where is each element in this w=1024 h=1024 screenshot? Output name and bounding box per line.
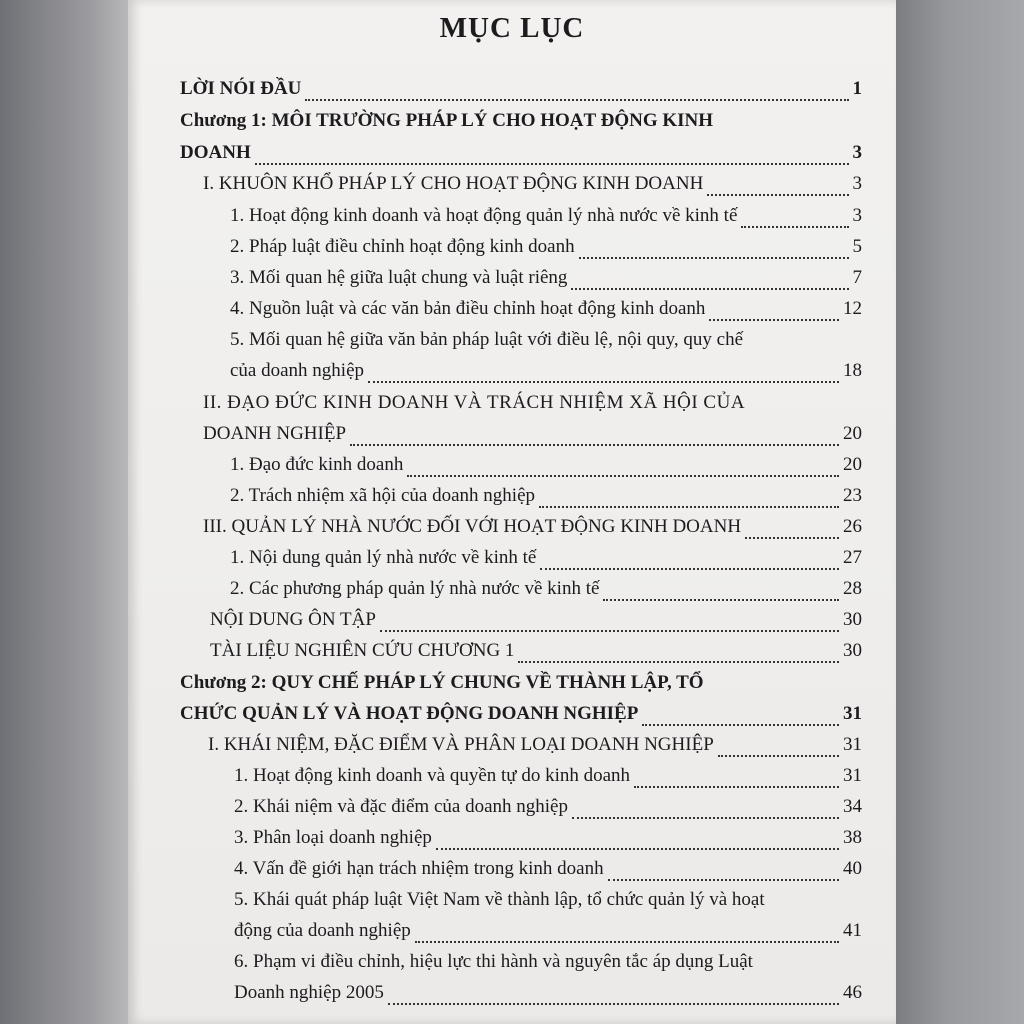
toc-entry-title: 3. Phân loại doanh nghiệp — [234, 827, 432, 848]
toc-entry — [230, 360, 862, 390]
leader-dots — [415, 941, 839, 943]
toc-entry-title: NỘI DUNG ÔN TẬP — [210, 609, 376, 630]
toc-entry-title: 2. Pháp luật điều chỉnh hoạt động kinh doanh — [230, 236, 575, 257]
toc-entry-line1: Chương 1: MÔI TRƯỜNG PHÁP LÝ CHO HOẠT ĐỘNG KINH — [180, 110, 714, 131]
toc-entry-title: 2. Trách nhiệm xã hội của doanh nghiệp — [230, 485, 536, 506]
toc-entry-title: 1. Nội dung quản lý nhà nước về kinh tế — [230, 547, 537, 568]
toc-entry-title: 2. Các phương pháp quản lý nhà nước về kinh tế — [230, 578, 600, 599]
toc-entry-title: của doanh nghiệp — [230, 360, 365, 381]
toc-entry-page: 20 — [843, 423, 862, 444]
toc-entry — [230, 547, 862, 577]
toc-entry — [180, 78, 862, 108]
toc-entry-page: 23 — [843, 485, 862, 506]
toc-entry-page: 3 — [852, 173, 862, 194]
toc-entry-page: 31 — [843, 765, 862, 786]
toc-entry-page: 18 — [843, 360, 862, 381]
leader-dots — [745, 537, 839, 539]
toc-entry — [210, 640, 862, 670]
toc-entry-line1: II. ĐẠO ĐỨC KINH DOANH VÀ TRÁCH NHIỆM XÃ HỘI CỦA — [203, 392, 746, 413]
toc-entry-title: III. QUẢN LÝ NHÀ NƯỚC ĐỐI VỚI HOẠT ĐỘNG KINH DOANH — [203, 516, 742, 537]
leader-dots — [718, 755, 839, 757]
leader-dots — [350, 444, 839, 446]
leader-dots — [368, 381, 839, 383]
leader-dots — [642, 724, 839, 726]
toc-entry — [234, 796, 862, 826]
toc-entry — [208, 734, 862, 764]
toc-entry — [203, 173, 862, 203]
toc-entry — [203, 516, 862, 546]
toc-entry — [234, 982, 862, 1012]
leader-dots — [572, 817, 839, 819]
toc-entry-title: 1. Hoạt động kinh doanh và quyền tự do kinh doanh — [234, 765, 631, 786]
toc-entry-page: 30 — [843, 609, 862, 630]
toc-entry-page: 40 — [843, 858, 862, 879]
toc-entry — [230, 236, 862, 266]
leader-dots — [380, 630, 839, 632]
toc-entry-title: 1. Đạo đức kinh doanh — [230, 454, 404, 475]
toc-entry-page: 30 — [843, 640, 862, 661]
leader-dots — [634, 786, 839, 788]
leader-dots — [603, 599, 839, 601]
toc-entry-page: 34 — [843, 796, 862, 817]
toc-entry-page: 3 — [852, 142, 862, 163]
leader-dots — [571, 288, 848, 290]
toc-entry-page: 12 — [843, 298, 862, 319]
leader-dots — [255, 163, 849, 165]
toc-entry — [230, 298, 862, 328]
toc-entry-page: 38 — [843, 827, 862, 848]
toc-entry — [234, 920, 862, 950]
toc-entry — [230, 485, 862, 515]
toc-entry-title: 4. Nguồn luật và các văn bản điều chỉnh hoạt động kinh doanh — [230, 298, 706, 319]
toc-entry-page: 5 — [852, 236, 862, 257]
toc-entry — [180, 142, 862, 172]
toc-entry — [234, 858, 862, 888]
toc-entry-page: 28 — [843, 578, 862, 599]
leader-dots — [709, 319, 839, 321]
leader-dots — [579, 257, 849, 259]
toc-entry-page: 46 — [843, 982, 862, 1003]
toc-entry — [203, 423, 862, 453]
toc-entry-title: I. KHÁI NIỆM, ĐẶC ĐIỂM VÀ PHÂN LOẠI DOANH NGHIỆP — [208, 734, 714, 755]
toc-entry-title: DOANH NGHIỆP — [203, 423, 347, 444]
toc-entry-page: 7 — [852, 267, 862, 288]
toc-entry-page: 31 — [843, 734, 862, 755]
toc-entry-title: Doanh nghiệp 2005 — [234, 982, 384, 1003]
toc-entry — [230, 267, 862, 297]
leader-dots — [518, 661, 839, 663]
toc-entry-title: CHỨC QUẢN LÝ VÀ HOẠT ĐỘNG DOANH NGHIỆP — [180, 703, 639, 724]
toc-entry-title: DOANH — [180, 142, 251, 163]
leader-dots — [388, 1003, 839, 1005]
toc-entry-page: 41 — [843, 920, 862, 941]
toc-entry-title: 1. Hoạt động kinh doanh và hoạt động quản lý nhà nước về kinh tế — [230, 205, 738, 226]
toc-entry-line1: 6. Phạm vi điều chỉnh, hiệu lực thi hành và nguyên tắc áp dụng Luật — [234, 951, 753, 972]
toc-entry-title: 4. Vấn đề giới hạn trách nhiệm trong kinh doanh — [234, 858, 604, 879]
leader-dots — [436, 848, 839, 850]
toc-entry — [230, 578, 862, 608]
toc-entry-title: LỜI NÓI ĐẦU — [180, 78, 302, 99]
leader-dots — [741, 226, 848, 228]
leader-dots — [407, 475, 839, 477]
toc-entry — [180, 703, 862, 733]
toc-entry — [234, 765, 862, 795]
toc-entry-line1: Chương 2: QUY CHẾ PHÁP LÝ CHUNG VỀ THÀNH LẬP, TỔ — [180, 672, 704, 693]
toc-entry-page: 3 — [852, 205, 862, 226]
toc-entry — [210, 609, 862, 639]
toc-entry-page: 31 — [843, 703, 862, 724]
leader-dots — [707, 194, 848, 196]
toc-entry-line1: 5. Khái quát pháp luật Việt Nam về thành lập, tổ chức quản lý và hoạt — [234, 889, 765, 910]
toc-entry-title: 3. Mối quan hệ giữa luật chung và luật riêng — [230, 267, 568, 288]
toc-entry-title: 2. Khái niệm và đặc điểm của doanh nghiệp — [234, 796, 568, 817]
toc-entry — [230, 454, 862, 484]
toc-entry-line1: 5. Mối quan hệ giữa văn bản pháp luật với điều lệ, nội quy, quy chế — [230, 329, 743, 350]
toc-entry-page: 26 — [843, 516, 862, 537]
toc-entry-title: I. KHUÔN KHỔ PHÁP LÝ CHO HOẠT ĐỘNG KINH DOANH — [203, 173, 704, 194]
leader-dots — [540, 568, 839, 570]
toc-entry — [234, 827, 862, 857]
page-title: MỤC LỤC — [439, 12, 585, 44]
toc-entry-page: 27 — [843, 547, 862, 568]
leader-dots — [608, 879, 839, 881]
leader-dots — [539, 506, 839, 508]
toc-entry-page: 20 — [843, 454, 862, 475]
toc-entry-page: 1 — [852, 78, 862, 99]
toc-entry-title: TÀI LIỆU NGHIÊN CỨU CHƯƠNG 1 — [210, 640, 515, 661]
toc-entry — [230, 205, 862, 235]
toc-entry-title: động của doanh nghiệp — [234, 920, 411, 941]
leader-dots — [305, 99, 848, 101]
